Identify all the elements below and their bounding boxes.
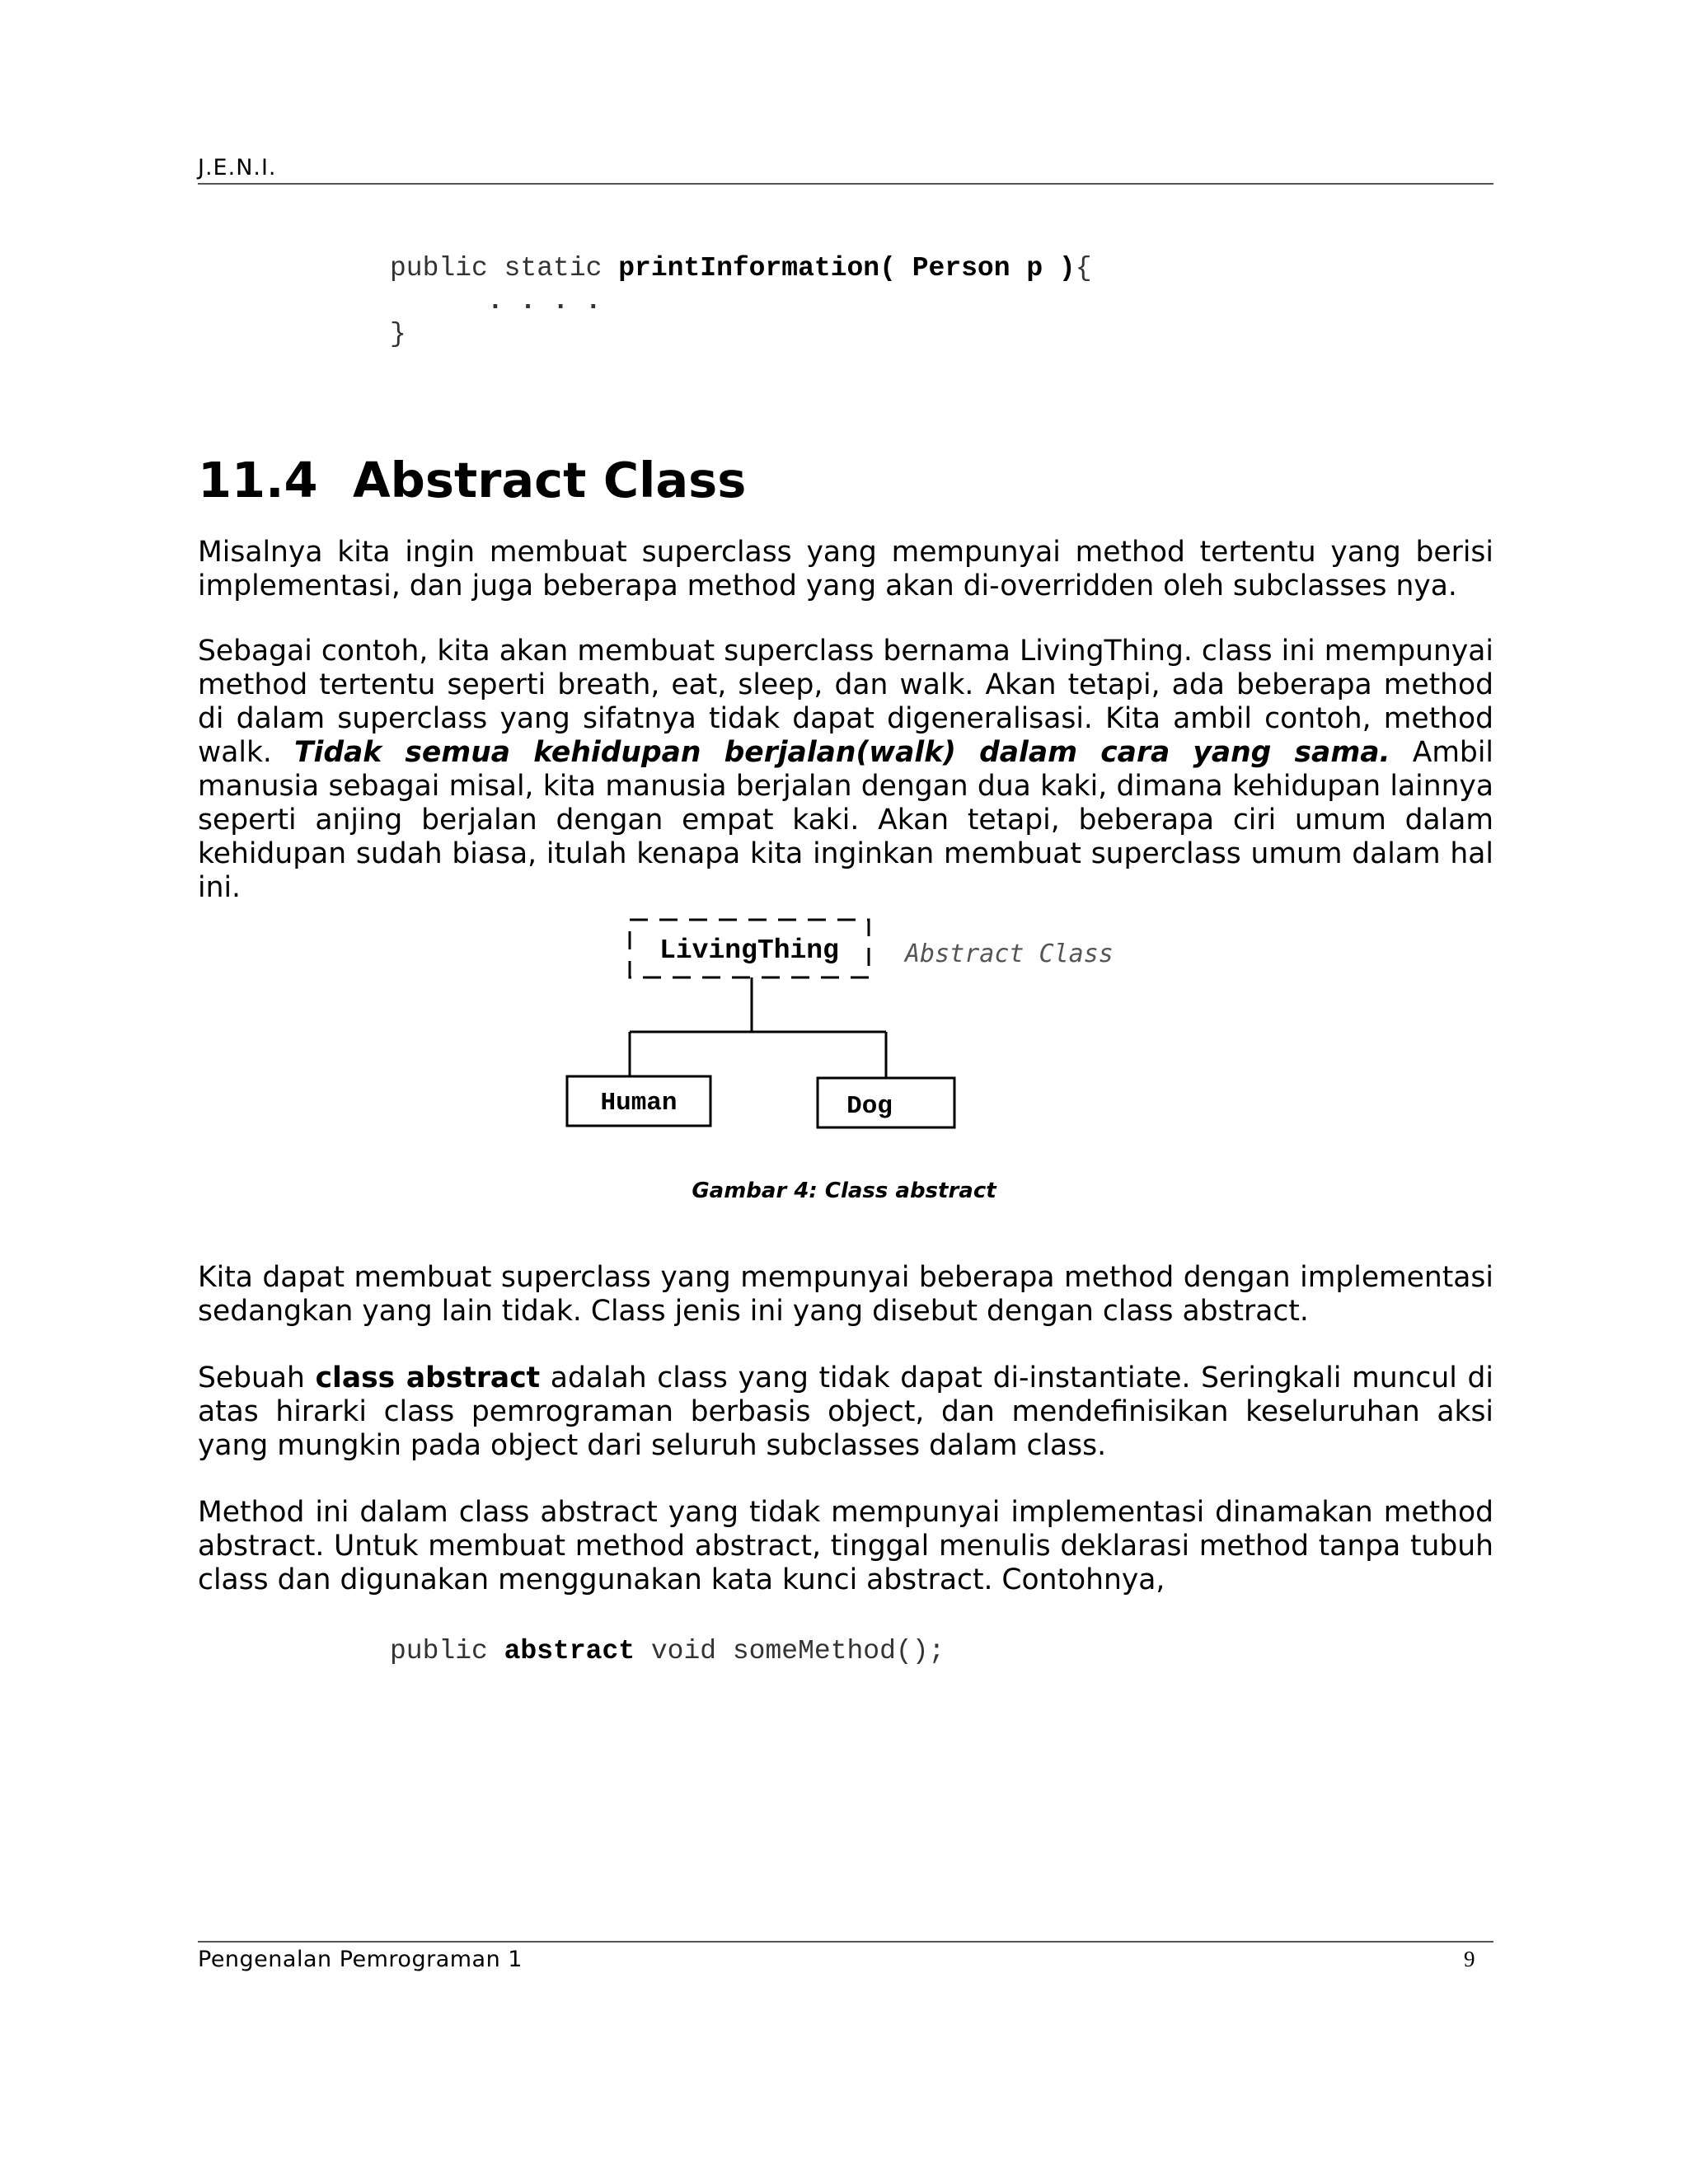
code-ellipsis: . . . . (487, 286, 602, 316)
paragraph-5-text: Method ini dalam class abstract yang tidak mempunyai implementasi dinamakan method abstract. Untuk membuat method abstract, tinggal menulis deklarasi method tanpa tubuh class dan digunakan menggunakan kata kunci abstract. Contohnya, (198, 1496, 1493, 1596)
section-heading: Abstract Class (353, 452, 747, 509)
diagram-svg (560, 915, 1170, 1162)
footer-divider (198, 1941, 1493, 1943)
paragraph-4-text-a: Sebuah (198, 1361, 316, 1394)
paragraph-2 (198, 635, 1493, 905)
paragraph-3-text: Kita dapat membuat superclass yang mempunyai beberapa method dengan implementasi sedangkan yang lain tidak. Class jenis ini yang disebut dengan class abstract. (198, 1261, 1493, 1328)
parent-class-label: LivingThing (659, 935, 839, 966)
paragraph-4 (198, 1361, 1493, 1463)
paragraph-4-text-b: adalah class yang tidak dapat di-instantiate. Seringkali muncul di atas hirarki class pemrograman berbasis object, dan mendefinisikan keseluruhan aksi yang mungkin pada object dari seluruh subclasses dalam class. (198, 1361, 1493, 1462)
paragraph-5 (198, 1496, 1493, 1597)
paragraph-2-text-a: Sebagai contoh, kita akan membuat superclass bernama LivingThing. class ini mempunyai method tertentu seperti breath, eat, sleep, dan walk. Akan tetapi, ada beberapa method di dalam superclass yang sifatnya tidak dapat digeneralisasi. Kita ambil contoh, method walk. (198, 635, 1493, 769)
footer-title: Pengenalan Pemrograman 1 (198, 1947, 523, 1972)
paragraph-1-text: Misalnya kita ingin membuat superclass yang mempunyai method tertentu yang berisi implementasi, dan juga beberapa method yang akan di-overridden oleh subclasses nya. (198, 536, 1493, 602)
dog-class-label: Dog (846, 1092, 893, 1121)
code-brace: { (1075, 253, 1092, 284)
paragraph-2-text-b: Ambil manusia sebagai misal, kita manusia berjalan dengan dua kaki, dimana kehidupan lainnya seperti anjing berjalan dengan empat kaki. Akan tetapi, beberapa ciri umum dalam kehidupan sudah biasa, itulah kenapa kita inginkan membuat superclass umum dalam hal ini. (198, 736, 1494, 904)
class-hierarchy-diagram (560, 915, 1170, 1162)
abstract-class-note: Abstract Class (905, 940, 1114, 968)
human-class-label: Human (600, 1089, 678, 1118)
paragraph-3 (198, 1261, 1493, 1329)
code-block-bottom (390, 1635, 945, 1668)
header-divider (198, 183, 1493, 185)
paragraph-2-emphasis: Tidak semua kehidupan berjalan(walk) dalam cara yang sama. (293, 736, 1390, 769)
section-title (198, 452, 746, 509)
code-block-top (390, 252, 1092, 351)
page-header: J.E.N.I. (198, 155, 277, 180)
figure-caption: Gambar 4: Class abstract (692, 1179, 996, 1203)
paragraph-4-emphasis: class abstract (315, 1361, 541, 1394)
page-number: 9 (1464, 1947, 1475, 1971)
code-public: public (390, 1636, 504, 1666)
code-method-signature: void someMethod(); (635, 1636, 945, 1666)
paragraph-1 (198, 536, 1493, 603)
code-signature: printInformation( Person p ) (618, 253, 1076, 284)
code-abstract-keyword: abstract (504, 1636, 635, 1666)
section-number: 11.4 (198, 452, 318, 509)
code-keyword: public static (390, 253, 619, 284)
code-close-brace: } (390, 319, 406, 349)
